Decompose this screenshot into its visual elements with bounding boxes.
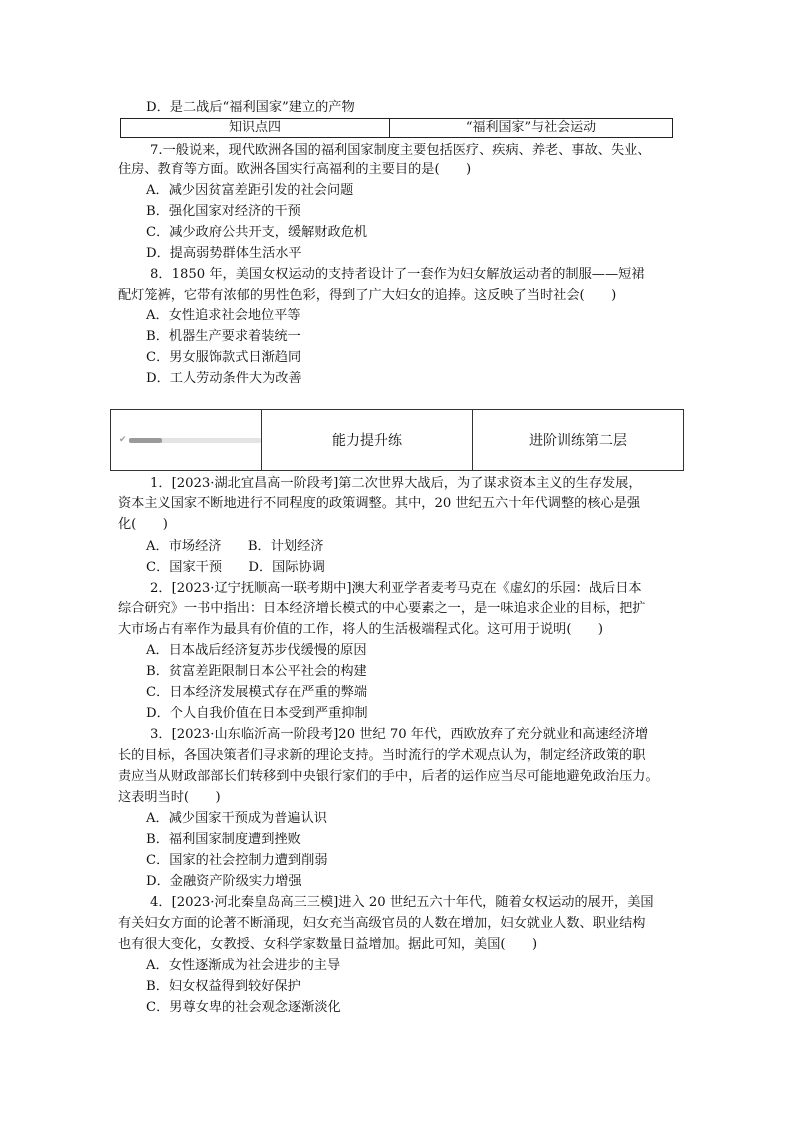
q8-option-d[interactable]: D．工人劳动条件大为改善 [146, 371, 302, 386]
checkbox-icon: ✔ [119, 435, 127, 445]
p2-stem-line2: 综合研究》一书中指出：日本经济增长模式的中心要素之一，是一味追求企业的目标，把扩 [118, 601, 646, 616]
q8-option-a[interactable]: A．女性追求社会地位平等 [146, 308, 301, 323]
p2-option-a[interactable]: A．日本战后经济复苏步伐缓慢的原因 [146, 643, 367, 658]
knowledge-point-label: 知识点四 [121, 119, 390, 138]
p3-option-c[interactable]: C．国家的社会控制力遭到削弱 [146, 853, 328, 868]
q8-option-b[interactable]: B．机器生产要求着装统一 [146, 329, 301, 344]
q8-stem-line2: 配灯笼裤，它带有浓郁的男性色彩，得到了广大妇女的追捧。这反映了当时社会( ) [118, 288, 617, 303]
p4-stem-line1: 4．[2023·河北秦皇岛高三三模]进入 20 世纪五六十年代，随着女权运动的展开，美国 [150, 895, 654, 910]
p2-option-d[interactable]: D．个人自我价值在日本受到严重抑制 [146, 706, 368, 721]
p3-option-a[interactable]: A．减少国家干预成为普遍认识 [146, 811, 327, 826]
section-progress-cell [111, 410, 262, 470]
p4-option-a[interactable]: A．女性逐渐成为社会进步的主导 [146, 958, 341, 973]
p2-option-c[interactable]: C．日本经济发展模式存在严重的弊端 [146, 685, 368, 700]
knowledge-point-topic: “福利国家”与社会运动 [390, 119, 673, 138]
p3-stem-line3: 责应当从财政部部长们转移到中央银行家们的手中，后者的运作应当尽可能地避免政治压力。 [118, 769, 659, 784]
q7-option-d[interactable]: D．提高弱势群体生活水平 [146, 246, 302, 261]
q7-option-c[interactable]: C．减少政府公共开支，缓解财政危机 [146, 225, 368, 240]
q7-option-b[interactable]: B．强化国家对经济的干预 [146, 204, 301, 219]
p1-options-cd[interactable]: C．国家干预 D．国际协调 [146, 560, 325, 575]
q7-option-a[interactable]: A．减少因贫富差距引发的社会问题 [146, 183, 354, 198]
p2-stem-line1: 2．[2023·辽宁抚顺高一联考期中]澳大利亚学者麦考马克在《虚幻的乐园：战后日本 [150, 581, 642, 596]
p3-stem-line2: 长的目标，各国决策者们寻求新的理论支持。当时流行的学术观点认为，制定经济政策的职 [118, 748, 646, 763]
p1-stem-line3: 化( ) [118, 517, 168, 532]
p3-stem-line4: 这表明当时( ) [118, 790, 221, 805]
p1-stem-line1: 1．[2023·湖北宜昌高一阶段考]第二次世界大战后，为了谋求资本主义的生存发展， [150, 476, 642, 491]
section-subtitle: 进阶训练第二层 [529, 433, 627, 449]
q8-stem-line1: 8．1850 年，美国女权运动的支持者设计了一套作为妇女解放运动者的制服——短裙 [150, 267, 645, 282]
p3-option-d[interactable]: D．金融资产阶级实力增强 [146, 874, 302, 889]
p4-option-c[interactable]: C．男尊女卑的社会观念逐渐淡化 [146, 1000, 341, 1015]
prev-question-option-d: D．是二战后“福利国家”建立的产物 [146, 100, 355, 115]
p3-stem-line1: 3．[2023·山东临沂高一阶段考]20 世纪 70 年代，西欧放弃了充分就业和高速经济增 [150, 727, 649, 742]
q7-stem-line2: 住房、教育等方面。欧洲各国实行高福利的主要目的是( ) [118, 162, 472, 177]
p4-stem-line3: 也有很大变化，女教授、女科学家数量日益增加。据此可知，美国( ) [118, 937, 538, 952]
section-header [110, 409, 684, 471]
q8-option-c[interactable]: C．男女服饰款式日渐趋同 [146, 350, 302, 365]
p3-option-b[interactable]: B．福利国家制度遭到挫败 [146, 832, 301, 847]
p4-stem-line2: 有关妇女方面的论著不断涌现，妇女充当高级官员的人数在增加，妇女就业人数、职业结构 [118, 916, 646, 931]
p2-option-b[interactable]: B．贫富差距限制日本公平社会的构建 [146, 664, 367, 679]
p2-stem-line3: 大市场占有率作为最具有价值的工作，将人的生活极端程式化。这可用于说明( ) [118, 622, 604, 637]
section-title: 能力提升练 [262, 410, 473, 470]
p4-option-b[interactable]: B．妇女权益得到较好保护 [146, 979, 301, 994]
section-progress-bar [129, 438, 261, 443]
p1-options-ab[interactable]: A．市场经济 B．计划经济 [146, 539, 324, 554]
section-progress-fill [129, 438, 162, 443]
q7-stem-line1: 7.一般说来，现代欧洲各国的福利国家制度主要包括医疗、疾病、养老、事故、失业、 [150, 143, 651, 158]
p1-stem-line2: 资本主义国家不断地进行不同程度的政策调整。其中，20 世纪五六十年代调整的核心是强 [118, 496, 641, 511]
knowledge-point-table [120, 118, 673, 138]
